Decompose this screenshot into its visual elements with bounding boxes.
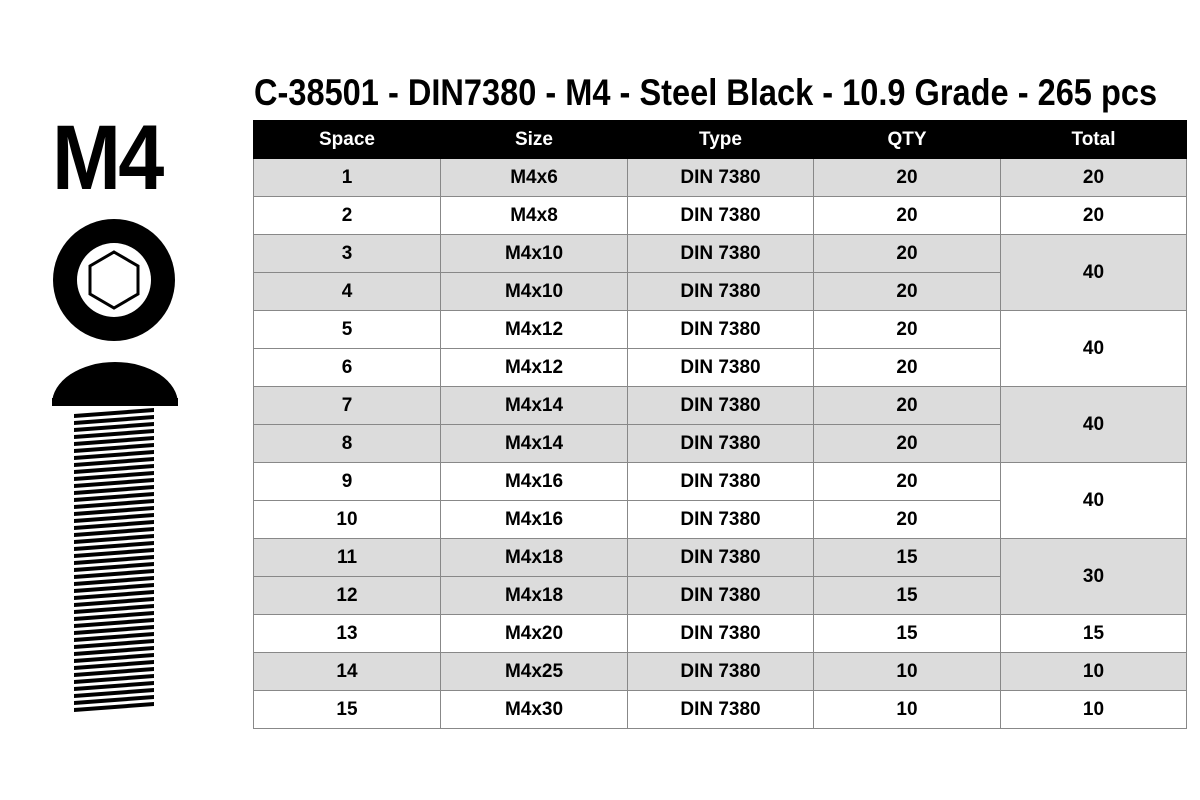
- cell-size: M4x20: [441, 615, 628, 653]
- cell-type: DIN 7380: [628, 425, 814, 463]
- cell-type: DIN 7380: [628, 159, 814, 197]
- cell-type: DIN 7380: [628, 615, 814, 653]
- cell-qty: 20: [814, 501, 1001, 539]
- cell-total: 10: [1001, 691, 1187, 729]
- cell-total: 40: [1001, 463, 1187, 539]
- cell-size: M4x16: [441, 501, 628, 539]
- table-row: [254, 387, 1187, 425]
- cell-type: DIN 7380: [628, 577, 814, 615]
- cell-qty: 20: [814, 463, 1001, 501]
- table-row: [254, 615, 1187, 653]
- table-header-row: [254, 121, 1187, 159]
- cell-size: M4x18: [441, 539, 628, 577]
- cell-qty: 20: [814, 159, 1001, 197]
- table-row: [254, 197, 1187, 235]
- cell-type: DIN 7380: [628, 691, 814, 729]
- cell-space: 5: [254, 311, 441, 349]
- table-row: [254, 159, 1187, 197]
- cell-total: 40: [1001, 311, 1187, 387]
- cell-space: 7: [254, 387, 441, 425]
- cell-size: M4x6: [441, 159, 628, 197]
- cell-type: DIN 7380: [628, 463, 814, 501]
- col-header-type: Type: [628, 121, 814, 159]
- cell-space: 9: [254, 463, 441, 501]
- cell-type: DIN 7380: [628, 653, 814, 691]
- cell-size: M4x25: [441, 653, 628, 691]
- cell-type: DIN 7380: [628, 539, 814, 577]
- cell-qty: 20: [814, 425, 1001, 463]
- col-header-total: Total: [1001, 121, 1187, 159]
- cell-total: 30: [1001, 539, 1187, 615]
- cell-space: 8: [254, 425, 441, 463]
- cell-space: 6: [254, 349, 441, 387]
- cell-total: 20: [1001, 159, 1187, 197]
- hex-socket-head-icon: [52, 218, 176, 342]
- table-row: [254, 691, 1187, 729]
- cell-space: 12: [254, 577, 441, 615]
- col-header-qty: QTY: [814, 121, 1001, 159]
- table-row: [254, 235, 1187, 273]
- cell-size: M4x12: [441, 349, 628, 387]
- cell-total: 40: [1001, 387, 1187, 463]
- cell-size: M4x14: [441, 387, 628, 425]
- cell-qty: 10: [814, 691, 1001, 729]
- cell-space: 14: [254, 653, 441, 691]
- cell-total: 15: [1001, 615, 1187, 653]
- cell-qty: 20: [814, 235, 1001, 273]
- cell-size: M4x10: [441, 273, 628, 311]
- cell-space: 10: [254, 501, 441, 539]
- cell-qty: 20: [814, 197, 1001, 235]
- cell-space: 15: [254, 691, 441, 729]
- table-row: [254, 539, 1187, 577]
- table-row: [254, 463, 1187, 501]
- cell-space: 13: [254, 615, 441, 653]
- col-header-space: Space: [254, 121, 441, 159]
- cell-qty: 20: [814, 311, 1001, 349]
- cell-type: DIN 7380: [628, 501, 814, 539]
- cell-qty: 20: [814, 349, 1001, 387]
- cell-space: 2: [254, 197, 441, 235]
- cell-size: M4x8: [441, 197, 628, 235]
- col-header-size: Size: [441, 121, 628, 159]
- cell-space: 1: [254, 159, 441, 197]
- cell-qty: 10: [814, 653, 1001, 691]
- cell-size: M4x30: [441, 691, 628, 729]
- cell-type: DIN 7380: [628, 349, 814, 387]
- size-label: M4: [52, 107, 162, 209]
- table-row: [254, 311, 1187, 349]
- cell-space: 11: [254, 539, 441, 577]
- parts-table: [253, 120, 1187, 729]
- cell-size: M4x14: [441, 425, 628, 463]
- page-title: C-38501 - DIN7380 - M4 - Steel Black - 10.9 Grade - 265 pcs: [254, 72, 1158, 113]
- button-head-screw-icon: [50, 360, 180, 715]
- cell-total: 20: [1001, 197, 1187, 235]
- table-row: [254, 653, 1187, 691]
- cell-size: M4x16: [441, 463, 628, 501]
- cell-qty: 20: [814, 387, 1001, 425]
- cell-qty: 15: [814, 615, 1001, 653]
- cell-type: DIN 7380: [628, 311, 814, 349]
- cell-type: DIN 7380: [628, 197, 814, 235]
- cell-qty: 20: [814, 273, 1001, 311]
- cell-qty: 15: [814, 539, 1001, 577]
- cell-qty: 15: [814, 577, 1001, 615]
- cell-type: DIN 7380: [628, 235, 814, 273]
- cell-total: 40: [1001, 235, 1187, 311]
- cell-size: M4x10: [441, 235, 628, 273]
- cell-type: DIN 7380: [628, 387, 814, 425]
- cell-size: M4x12: [441, 311, 628, 349]
- cell-total: 10: [1001, 653, 1187, 691]
- cell-space: 4: [254, 273, 441, 311]
- cell-space: 3: [254, 235, 441, 273]
- cell-size: M4x18: [441, 577, 628, 615]
- cell-type: DIN 7380: [628, 273, 814, 311]
